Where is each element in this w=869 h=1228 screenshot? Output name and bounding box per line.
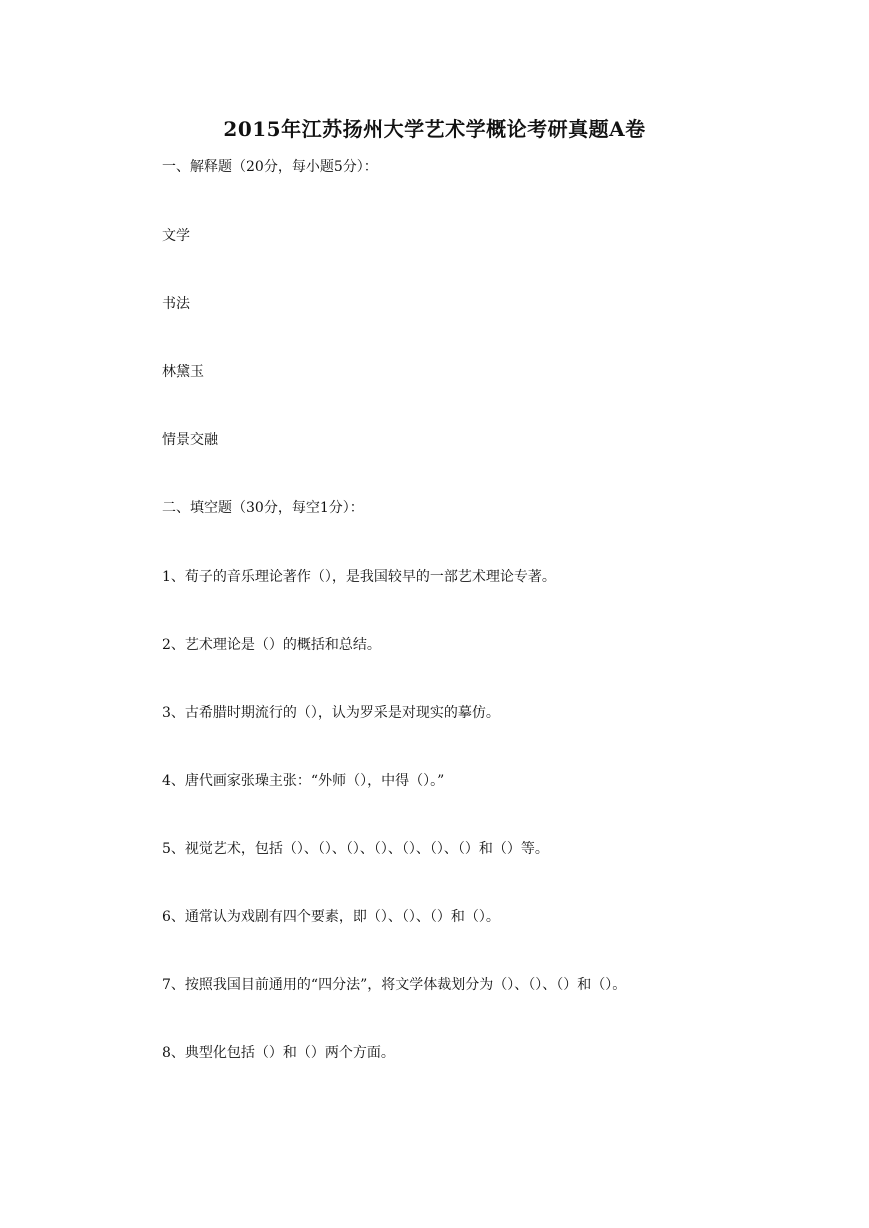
question-4: 4、唐代画家张璪主张：“外师（），中得（）。” xyxy=(162,773,445,789)
question-5: 5、视觉艺术，包括（）、（）、（）、（）、（）、（）、（）和（）等。 xyxy=(162,841,549,857)
term-1: 文学 xyxy=(162,228,190,244)
question-1: 1、荀子的音乐理论著作（），是我国较早的一部艺术理论专著。 xyxy=(162,569,556,585)
document-title: 2015年江苏扬州大学艺术学概论考研真题A卷 xyxy=(223,117,646,141)
question-7: 7、按照我国目前通用的“四分法”，将文学体裁划分为（）、（）、（）和（）。 xyxy=(162,977,627,993)
term-3: 林黛玉 xyxy=(162,364,204,380)
term-2: 书法 xyxy=(162,296,190,312)
term-4: 情景交融 xyxy=(162,432,218,448)
question-6: 6、通常认为戏剧有四个要素，即（）、（）、（）和（）。 xyxy=(162,909,500,925)
section-1-heading: 一、解释题（20分，每小题5分）： xyxy=(162,159,378,175)
question-3: 3、古希腊时期流行的（），认为罗采是对现实的摹仿。 xyxy=(162,705,500,721)
question-8: 8、典型化包括（）和（）两个方面。 xyxy=(162,1045,395,1061)
question-2: 2、艺术理论是（）的概括和总结。 xyxy=(162,637,381,653)
section-2-heading: 二、填空题（30分，每空1分）： xyxy=(162,500,364,516)
